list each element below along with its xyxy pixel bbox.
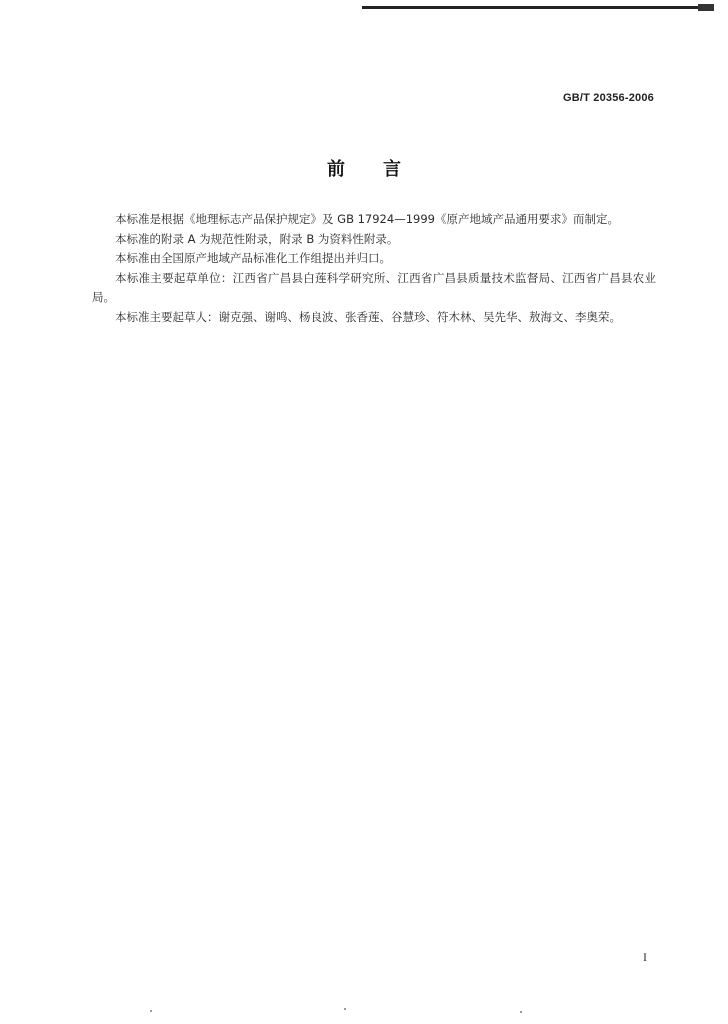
paragraph-proposer: 本标准由全国原产地域产品标准化工作组提出并归口。 — [115, 251, 391, 265]
page-title: 前言 — [327, 159, 439, 180]
page-number: I — [643, 950, 647, 964]
paragraph-drafting-units: 本标准主要起草单位：江西省广昌县白莲科学研究所、江西省广昌县质量技术监督局、江西省广昌县农业局。 — [92, 270, 656, 304]
standard-code: GB/T 20356-2006 — [562, 92, 654, 104]
foreword-body — [92, 210, 656, 327]
paragraph-drafters: 本标准主要起草人：谢克强、谢鸣、杨良波、张香莲、谷慧珍、符木林、吴先华、敖海文、李奥荣。 — [115, 309, 621, 324]
paragraph-basis: 本标准是根据《地理标志产品保护规定》及 GB 17924—1999《原产地域产品通用要求》而制定。 — [115, 212, 619, 226]
paragraph-appendix: 本标准的附录 A 为规范性附录，附录 B 为资料性附录。 — [115, 231, 399, 246]
scan-specks — [0, 1008, 728, 1014]
scan-edge-line — [362, 6, 714, 9]
